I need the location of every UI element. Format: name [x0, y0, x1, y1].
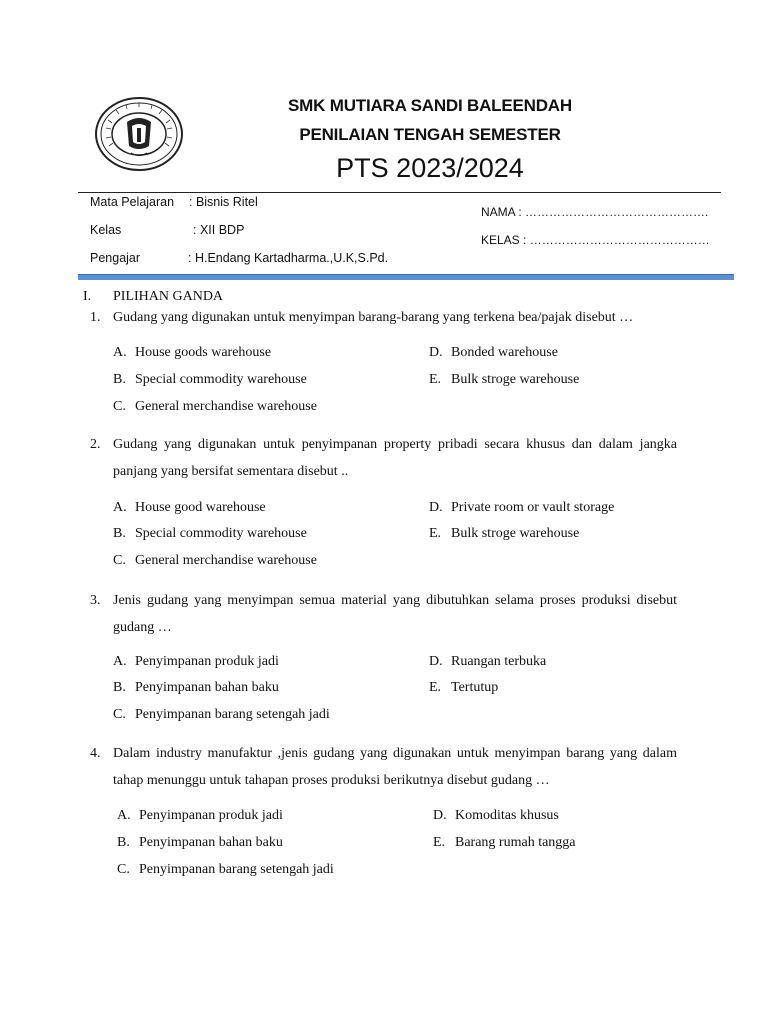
option-text: Penyimpanan produk jadi: [135, 654, 279, 669]
exam-year: PTS 2023/2024: [336, 153, 524, 183]
question-4: [90, 740, 677, 794]
option-b[interactable]: [113, 680, 279, 696]
option-letter: C.: [113, 707, 126, 722]
option-text: Penyimpanan barang setengah jadi: [135, 707, 330, 722]
option-letter: D.: [429, 345, 443, 360]
option-letter: D.: [433, 808, 447, 823]
class-value: : XII BDP: [193, 223, 245, 237]
option-letter: D.: [429, 500, 443, 515]
question-3: [90, 587, 677, 641]
option-text: Penyimpanan produk jadi: [139, 808, 283, 823]
school-name: SMK MUTIARA SANDI BALEENDAH: [288, 96, 572, 115]
option-text: Private room or vault storage: [451, 500, 615, 515]
option-c[interactable]: [113, 553, 317, 569]
option-letter: C.: [117, 862, 130, 877]
option-text: House goods warehouse: [135, 345, 272, 360]
exam-title: PENILAIAN TENGAH SEMESTER: [299, 125, 561, 144]
teacher-value: : H.Endang Kartadharma.,U.K,S.Pd.: [188, 251, 389, 265]
option-text: Bonded warehouse: [451, 345, 558, 360]
option-c[interactable]: [113, 707, 330, 723]
question-number: 2.: [90, 437, 101, 452]
question-2: [90, 431, 677, 485]
option-letter: E.: [429, 526, 442, 541]
option-b[interactable]: [117, 835, 283, 851]
option-letter: A.: [117, 808, 131, 823]
option-text: Penyimpanan bahan baku: [135, 680, 279, 695]
option-text: Barang rumah tangga: [455, 835, 576, 850]
option-text: Special commodity warehouse: [135, 372, 307, 387]
option-letter: E.: [433, 835, 446, 850]
option-text: General merchandise warehouse: [135, 399, 317, 414]
option-text: Bulk stroge warehouse: [451, 372, 580, 387]
header-divider: [78, 192, 721, 193]
option-e[interactable]: [429, 526, 579, 542]
option-a[interactable]: [113, 345, 271, 361]
question-number: 4.: [90, 746, 101, 761]
question-number: 1.: [90, 310, 101, 325]
section-divider: [78, 274, 734, 280]
student-class-field[interactable]: KELAS : ………………………………………: [481, 233, 710, 247]
option-text: Penyimpanan barang setengah jadi: [139, 862, 334, 877]
option-letter: A.: [113, 500, 127, 515]
option-letter: E.: [429, 372, 442, 387]
option-c[interactable]: [117, 862, 334, 878]
option-text: Tertutup: [451, 680, 499, 695]
option-text: Special commodity warehouse: [135, 526, 307, 541]
option-a[interactable]: [113, 654, 279, 670]
option-letter: B.: [113, 526, 126, 541]
option-text: Ruangan terbuka: [451, 654, 547, 669]
option-d[interactable]: [429, 500, 614, 516]
question-number: 3.: [90, 593, 101, 608]
option-b[interactable]: [113, 372, 307, 388]
school-emblem-icon: [94, 96, 184, 172]
class-label: Kelas: [90, 223, 122, 237]
option-a[interactable]: [117, 808, 283, 824]
option-d[interactable]: [429, 345, 558, 361]
option-letter: B.: [113, 680, 126, 695]
option-d[interactable]: [429, 654, 546, 670]
student-name-field[interactable]: NAMA : ……………………………………….: [481, 205, 709, 219]
option-text: Komoditas khusus: [455, 808, 559, 823]
teacher-label: Pengajar: [90, 251, 141, 265]
subject-label: Mata Pelajaran: [90, 195, 175, 209]
option-letter: A.: [113, 654, 127, 669]
option-d[interactable]: [433, 808, 559, 824]
option-text: House good warehouse: [135, 500, 266, 515]
question-text: Gudang yang digunakan untuk menyimpan barang-barang yang terkena bea/pajak disebut …: [113, 310, 634, 325]
option-letter: A.: [113, 345, 127, 360]
question-text: Gudang yang digunakan untuk penyimpanan property pribadi secara khusus dan dalam jangka panjang yang bersifat sementara disebut ..: [113, 437, 677, 479]
option-letter: B.: [113, 372, 126, 387]
option-text: Penyimpanan bahan baku: [139, 835, 283, 850]
option-b[interactable]: [113, 526, 307, 542]
question-1: [90, 304, 677, 331]
option-e[interactable]: [433, 835, 576, 851]
option-a[interactable]: [113, 500, 266, 516]
option-e[interactable]: [429, 372, 579, 388]
option-letter: C.: [113, 399, 126, 414]
section-number: I.: [83, 289, 92, 304]
question-text: Dalam industry manufaktur ,jenis gudang yang digunakan untuk menyimpan barang yang dalam tahap menunggu untuk tahapan proses produksi berikutnya disebut gudang …: [113, 746, 677, 788]
option-letter: B.: [117, 835, 130, 850]
option-letter: D.: [429, 654, 443, 669]
option-e[interactable]: [429, 680, 498, 696]
option-text: Bulk stroge warehouse: [451, 526, 580, 541]
question-text: Jenis gudang yang menyimpan semua material yang dibutuhkan selama proses produksi disebut gudang …: [113, 593, 677, 635]
option-c[interactable]: [113, 399, 317, 415]
option-letter: E.: [429, 680, 442, 695]
subject-value: : Bisnis Ritel: [189, 195, 258, 209]
option-text: General merchandise warehouse: [135, 553, 317, 568]
option-letter: C.: [113, 553, 126, 568]
section-title: PILIHAN GANDA: [113, 289, 224, 304]
